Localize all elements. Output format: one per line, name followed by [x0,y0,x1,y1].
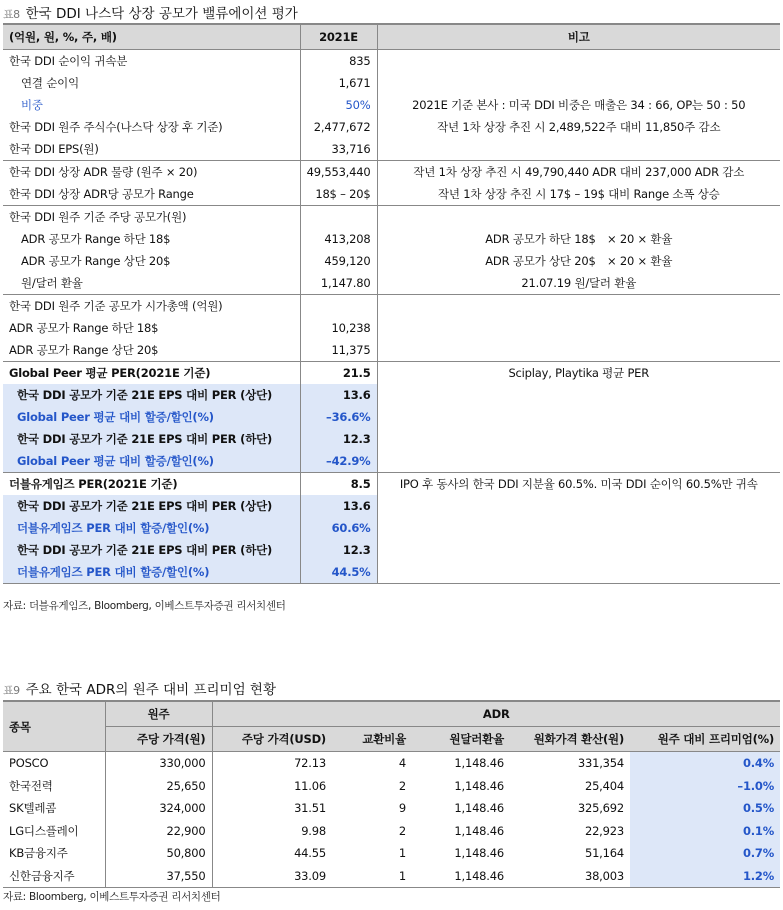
table-row [3,775,780,798]
row-note [377,50,780,73]
table-row [3,206,780,229]
fx-rate: 1,148.46 [454,756,504,771]
row-note: Sciplay, Playtika 평균 PER [377,362,780,385]
premium: 0.4% [630,752,780,775]
table-row [3,94,780,116]
row-label: ADR 공모가 Range 하단 18$ [3,317,300,339]
table-row [3,561,780,584]
table-row [3,317,780,339]
table-row [3,50,780,73]
fx-rate: 1,148.46 [454,846,504,861]
row-label: 더블유게임즈 PER 대비 할증/할인(%) [3,561,300,584]
row-label: 더블유게임즈 PER 대비 할증/할인(%) [3,517,300,539]
table1-header-row [3,24,780,50]
table-row [3,865,780,888]
row-note [377,384,780,406]
table2-title: 주요 한국 ADR의 원주 대비 프리미엄 현황 [25,682,276,698]
premium: 0.5% [630,797,780,820]
row-label: 한국 DDI 공모가 기준 21E EPS 대비 PER (하단) [3,539,300,561]
row-label: 한국 DDI 원주 기준 공모가 시가총액 (억원) [3,295,300,318]
row-value: 12.3 [300,539,377,561]
table-row [3,161,780,184]
row-label: 한국 DDI 공모가 기준 21E EPS 대비 PER (상단) [3,384,300,406]
converted-price: 22,923 [584,823,624,838]
table-row [3,428,780,450]
row-label: 비중 [3,94,300,116]
row-note [377,339,780,362]
converted-price: 325,692 [577,801,624,816]
stock-name: 한국전력 [3,775,105,798]
table-row [3,495,780,517]
row-label: 한국 DDI 상장 ADR 물량 (원주 × 20) [3,161,300,184]
krw-price: 50,800 [105,842,212,865]
row-note: 21.07.19 원/달러 환율 [521,276,637,290]
premium: 1.2% [630,865,780,888]
table-row [3,473,780,496]
row-label: 한국 DDI 공모가 기준 21E EPS 대비 PER (상단) [3,495,300,517]
row-note: 작년 1차 상장 추진 시 49,790,440 ADR 대비 237,000 ADR 감소 [377,161,780,184]
row-label: Global Peer 평균 PER(2021E 기준) [3,362,300,385]
table2-group-header-row [3,701,780,727]
row-label: 연결 순이익 [3,72,300,94]
table-row [3,228,780,250]
header-group-origin: 원주 [105,701,212,727]
row-note [377,295,780,318]
row-value [300,206,377,229]
row-value: 18$ – 20$ [300,183,377,206]
table-row [3,362,780,385]
table2-header-row [3,727,780,752]
stock-name: KB금융지주 [3,842,105,865]
row-note: 작년 1차 상장 추진 시 17$ – 19$ 대비 Range 소폭 상승 [437,187,720,201]
exchange-ratio: 4 [398,756,406,771]
row-note [377,138,780,161]
row-label: ADR 공모가 Range 하단 18$ [3,228,300,250]
header-krw-price: 주당 가격(원) [105,727,212,752]
row-value: –42.9% [300,450,377,473]
exchange-ratio: 9 [398,801,406,816]
usd-price: 11.06 [294,778,326,793]
row-note: 2021E 기준 본사 : 미국 DDI 비중은 매출은 34 : 66, OP는 50 : 50 [412,98,746,112]
table-row [3,138,780,161]
table-row [3,842,780,865]
header-stock: 종목 [3,701,105,752]
row-label: ADR 공모가 Range 상단 20$ [3,339,300,362]
header-year: 2021E [300,24,377,50]
row-note: IPO 후 동사의 한국 DDI 지분율 60.5%. 미국 DDI 순이익 60.5%만 귀속 [377,473,780,496]
header-ratio: 교환비율 [332,727,412,752]
table-row [3,183,780,206]
usd-price: 72.13 [294,756,326,771]
krw-price: 37,550 [105,865,212,888]
row-value: 459,120 [300,250,377,272]
krw-price: 324,000 [105,797,212,820]
row-note [377,406,780,428]
row-note [377,561,780,584]
table1-tag: 표8 [3,8,20,21]
row-value: 1,671 [300,72,377,94]
table-row [3,116,780,138]
row-value: 21.5 [300,362,377,385]
krw-price: 330,000 [105,752,212,775]
converted-price: 25,404 [584,778,624,793]
row-note [377,517,780,539]
row-label: 원/달러 환율 [3,272,300,295]
exchange-ratio: 2 [398,778,406,793]
row-value: 60.6% [300,517,377,539]
converted-price: 38,003 [584,868,624,883]
premium: 0.7% [630,842,780,865]
fx-rate: 1,148.46 [454,778,504,793]
row-label: 한국 DDI EPS(원) [3,138,300,161]
table-row [3,72,780,94]
row-value: 50% [300,94,377,116]
exchange-ratio: 1 [398,846,406,861]
row-note [377,317,780,339]
header-group-adr: ADR [212,701,780,727]
exchange-ratio: 2 [398,823,406,838]
table1-title: 한국 DDI 나스닥 상장 공모가 밸류에이션 평가 [25,6,298,22]
row-label: Global Peer 평균 대비 할증/할인(%) [3,406,300,428]
row-value: 835 [300,50,377,73]
table-row [3,406,780,428]
row-value: 13.6 [300,495,377,517]
row-label: 한국 DDI 공모가 기준 21E EPS 대비 PER (하단) [3,428,300,450]
row-value: 13.6 [300,384,377,406]
row-value: 8.5 [300,473,377,496]
stock-name: POSCO [3,752,105,775]
table-row [3,797,780,820]
adr-premium-table [3,700,780,888]
table1-source: 자료: 더블유게임즈, Bloomberg, 이베스트투자증권 리서치센터 [3,600,286,612]
exchange-ratio: 1 [398,868,406,883]
row-label: ADR 공모가 Range 상단 20$ [3,250,300,272]
usd-price: 33.09 [294,868,326,883]
row-note [377,428,780,450]
row-value: 44.5% [300,561,377,584]
converted-price: 331,354 [577,756,624,771]
header-usd-price: 주당 가격(USD) [212,727,332,752]
row-value: 33,716 [300,138,377,161]
table-row [3,295,780,318]
table-row [3,517,780,539]
stock-name: LG디스플레이 [3,820,105,843]
row-value: 413,208 [300,228,377,250]
row-value: 10,238 [300,317,377,339]
table2-tag: 표9 [3,684,20,697]
row-label: 한국 DDI 원주 기준 주당 공모가(원) [3,206,300,229]
row-note [377,206,780,229]
row-value [300,295,377,318]
usd-price: 44.55 [294,846,326,861]
row-note [377,539,780,561]
table1-caption [3,2,298,22]
row-label: 한국 DDI 순이익 귀속분 [3,50,300,73]
row-note [377,495,780,517]
premium: –1.0% [630,775,780,798]
row-note: 작년 1차 상장 추진 시 2,489,522주 대비 11,850주 감소 [437,120,721,134]
row-label: 더블유게임즈 PER(2021E 기준) [3,473,300,496]
row-label: 한국 DDI 원주 주식수(나스닥 상장 후 기준) [3,116,300,138]
row-label: Global Peer 평균 대비 할증/할인(%) [3,450,300,473]
row-value: 12.3 [300,428,377,450]
table-row [3,450,780,473]
fx-rate: 1,148.46 [454,823,504,838]
table-row [3,272,780,295]
table-row [3,539,780,561]
header-unit: (억원, 원, %, 주, 배) [3,24,300,50]
table-row [3,820,780,843]
fx-rate: 1,148.46 [454,801,504,816]
row-value: 2,477,672 [300,116,377,138]
row-note [377,72,780,94]
usd-price: 31.51 [294,801,326,816]
stock-name: SK텔레콤 [3,797,105,820]
row-value: 49,553,440 [300,161,377,184]
header-note: 비고 [377,24,780,50]
table-row [3,250,780,272]
table2-source: 자료: Bloomberg, 이베스트투자증권 리서치센터 [3,891,221,903]
krw-price: 25,650 [105,775,212,798]
row-value: 1,147.80 [300,272,377,295]
table2-caption [3,678,276,698]
table-row [3,339,780,362]
row-note [377,450,780,473]
header-converted: 원화가격 환산(원) [510,727,630,752]
row-note: ADR 공모가 하단 18$ × 20 × 환율 [485,232,673,246]
table-row [3,384,780,406]
row-value: 11,375 [300,339,377,362]
row-note: ADR 공모가 상단 20$ × 20 × 환율 [485,254,673,268]
table-row [3,752,780,775]
row-label: 한국 DDI 상장 ADR당 공모가 Range [3,183,300,206]
header-premium: 원주 대비 프리미엄(%) [630,727,780,752]
stock-name: 신한금융지주 [3,865,105,888]
header-fx: 원달러환율 [412,727,510,752]
usd-price: 9.98 [301,823,326,838]
row-value: –36.6% [300,406,377,428]
valuation-table [3,23,780,584]
krw-price: 22,900 [105,820,212,843]
fx-rate: 1,148.46 [454,868,504,883]
premium: 0.1% [630,820,780,843]
converted-price: 51,164 [584,846,624,861]
